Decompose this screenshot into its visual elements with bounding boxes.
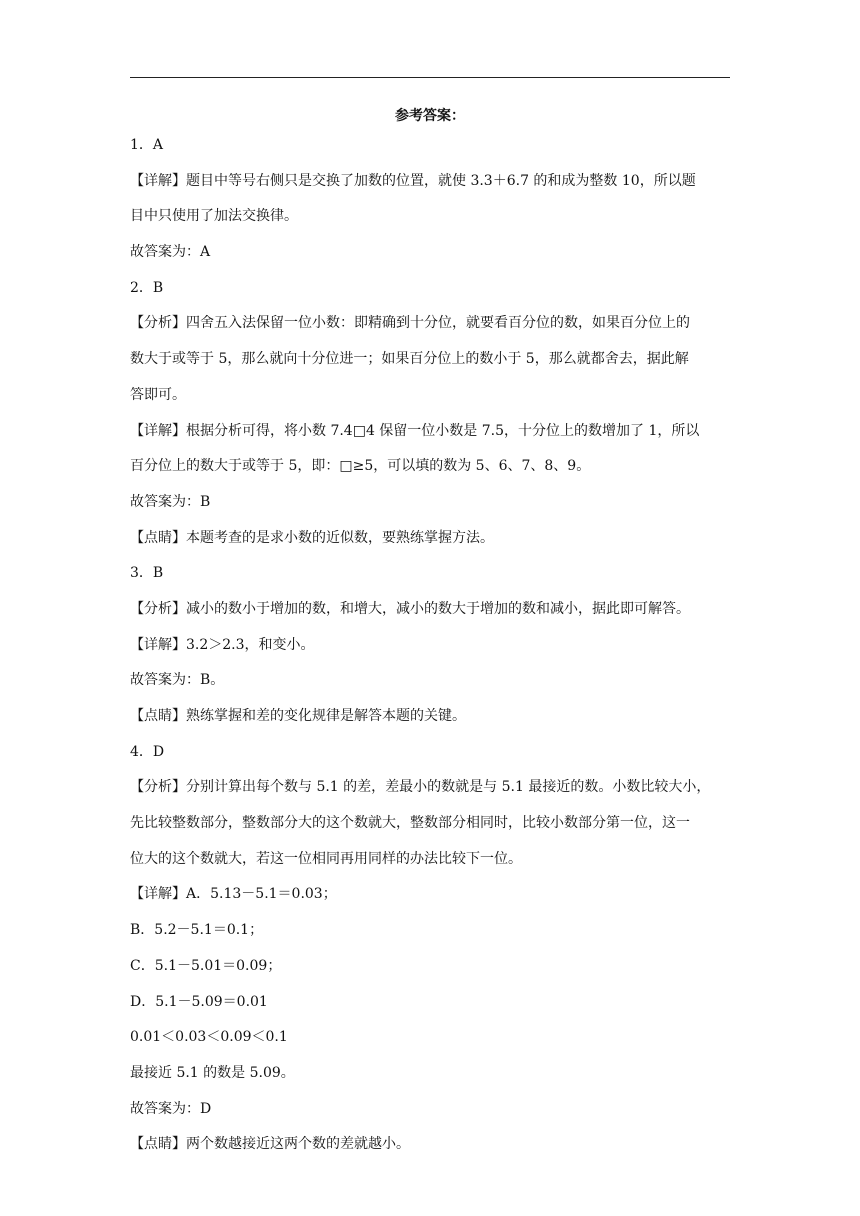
answer-4-detail-a: 【详解】A．5.13－5.1＝0.03；: [130, 886, 337, 903]
answer-3-detail: 【详解】3.2＞2.3，和变小。: [130, 636, 315, 653]
answer-4-comment: 【点睛】两个数越接近这两个数的差就越小。: [130, 1136, 410, 1153]
answer-4-detail-b: B．5.2－5.1＝0.1；: [130, 922, 264, 939]
answer-1-choice: 1．A: [130, 137, 164, 153]
answer-4-result: 最接近 5.1 的数是 5.09。: [130, 1064, 295, 1081]
answer-4-choice: 4．D: [130, 743, 165, 760]
header-rule: [130, 77, 730, 78]
answer-4-comparison: 0.01＜0.03＜0.09＜0.1: [130, 1029, 288, 1046]
answer-2-detail-line-2: 百分位上的数大于或等于 5，即：□≥5，可以填的数为 5、6、7、8、9。: [130, 458, 591, 475]
answer-4-detail-c: C．5.1－5.01＝0.09；: [130, 957, 282, 974]
answer-4-conclusion: 故答案为：D: [130, 1100, 212, 1117]
answer-2-analysis-line-3: 答即可。: [130, 386, 186, 403]
page-title: 参考答案：: [395, 108, 465, 124]
answer-3-conclusion: 故答案为：B。: [130, 672, 225, 689]
answer-2-analysis-line-2: 数大于或等于 5，那么就向十分位进一；如果百分位上的数小于 5，那么就都舍去，据此解: [130, 351, 689, 368]
answer-2-comment: 【点睛】本题考查的是求小数的近似数，要熟练掌握方法。: [130, 529, 494, 546]
answer-1-detail-line-1: 【详解】题目中等号右侧只是交换了加数的位置，就使 3.3＋6.7 的和成为整数 10，所以题: [130, 172, 696, 189]
answer-4-analysis-line-3: 位大的这个数就大，若这一位相同再用同样的办法比较下一位。: [130, 850, 522, 867]
answer-3-analysis: 【分析】减小的数小于增加的数，和增大，减小的数大于增加的数和减小，据此即可解答。: [130, 600, 690, 617]
answer-2-conclusion: 故答案为：B: [130, 493, 211, 510]
answer-1-detail-line-2: 目中只使用了加法交换律。: [130, 208, 298, 225]
answer-4-detail-d: D．5.1－5.09＝0.01: [130, 993, 268, 1010]
answer-2-choice: 2．B: [130, 279, 164, 296]
answer-3-choice: 3．B: [130, 565, 164, 582]
answer-2-analysis-line-1: 【分析】四舍五入法保留一位小数：即精确到十分位，就要看百分位的数，如果百分位上的: [130, 315, 690, 332]
answer-content: [130, 133, 730, 1168]
answer-3-comment: 【点睛】熟练掌握和差的变化规律是解答本题的关键。: [130, 708, 466, 724]
answer-4-analysis-line-2: 先比较整数部分，整数部分大的这个数就大，整数部分相同时，比较小数部分第一位，这一: [130, 815, 690, 832]
answer-2-detail-line-1: 【详解】根据分析可得，将小数 7.4□4 保留一位小数是 7.5，十分位上的数增加了 1，所以: [130, 422, 700, 439]
answer-1-conclusion: 故答案为：A: [130, 244, 211, 261]
answer-4-analysis-line-1: 【分析】分别计算出每个数与 5.1 的差，差最小的数就是与 5.1 最接近的数。小数比较大小，: [130, 779, 711, 796]
